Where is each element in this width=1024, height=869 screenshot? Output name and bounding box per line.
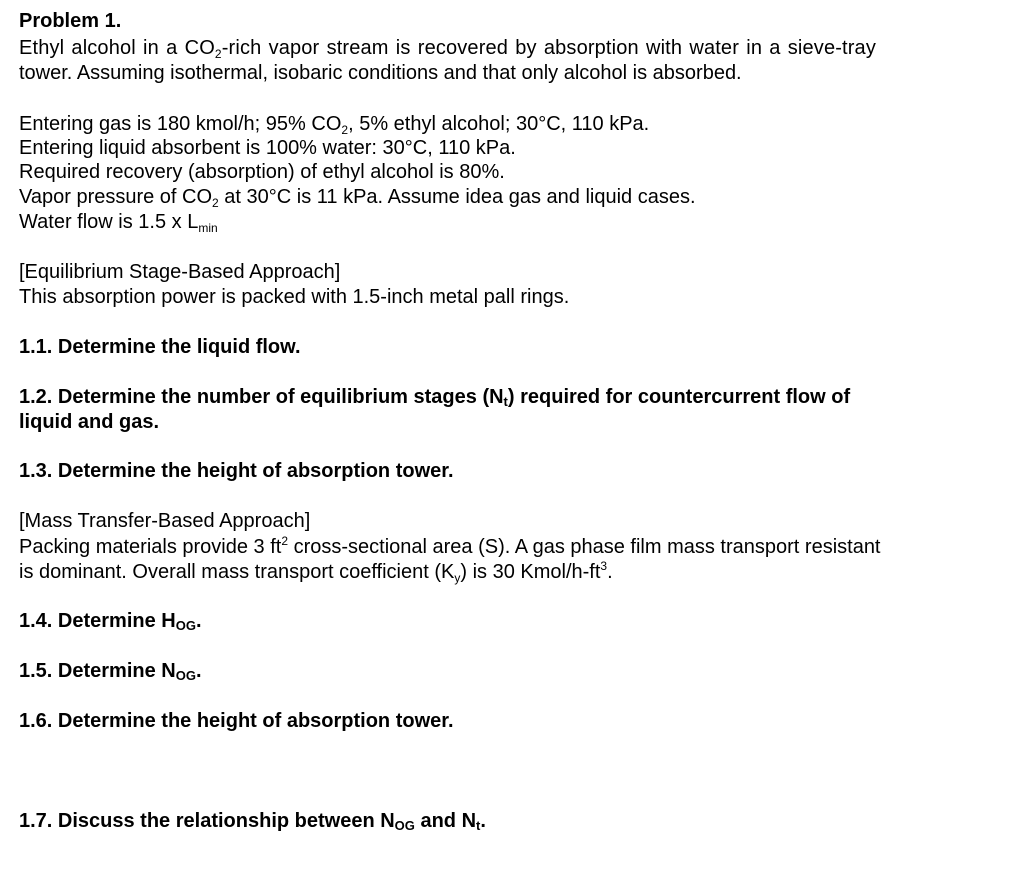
question-1-3: 1.3. Determine the height of absorption tower.: [19, 460, 454, 482]
condition-entering-gas: Entering gas is 180 kmol/h; 95% $CO_2$, 5% ethyl alcohol; 30°C, 110 kPa.: [19, 113, 650, 137]
question-1-7: 1.7. Discuss the relationship between NOG and Nt.: [19, 810, 486, 833]
condition-entering-liquid: Entering liquid absorbent is 100% water: 30°C, 110 kPa.: [19, 137, 516, 159]
question-1-1: 1.1. Determine the liquid flow.: [19, 336, 301, 358]
question-1-4: 1.4. Determine HOG.: [19, 610, 202, 633]
intro-line-1: Ethyl alcohol in a $CO_2$-rich vapor stream is recovered by absorption with water in a sieve-tray: [19, 37, 876, 61]
problem-document: [19, 0, 1009, 869]
mass-approach-heading: [Mass Transfer-Based Approach]: [19, 510, 311, 532]
question-1-5: 1.5. Determine NOG.: [19, 660, 202, 683]
question-1-2-line-2: liquid and gas.: [19, 411, 160, 433]
mass-approach-line-2: is dominant. Overall mass transport coefficient $(K_y)$ is 30 Kmol/$h-ft^3$.: [19, 559, 613, 585]
problem-title: Problem 1.: [19, 10, 122, 32]
stage-approach-text: This absorption power is packed with 1.5-inch metal pall rings.: [19, 286, 570, 308]
stage-approach-heading: [Equilibrium Stage-Based Approach]: [19, 261, 341, 283]
condition-vapor-pressure: Vapor pressure of $CO_2$ at 30°C is 11 kPa. Assume idea gas and liquid cases.: [19, 186, 696, 210]
question-1-6: 1.6. Determine the height of absorption tower.: [19, 710, 454, 732]
intro-line-2: tower. Assuming isothermal, isobaric conditions and that only alcohol is absorbed.: [19, 62, 742, 84]
question-1-2-line-1: 1.2. Determine the number of equilibrium stages (Nt) required for countercurrent flow of: [19, 386, 851, 409]
condition-required-recovery: Required recovery (absorption) of ethyl alcohol is 80%.: [19, 161, 505, 183]
mass-approach-line-1: Packing materials provide 3 $ft^2$ cross-sectional area (S). A gas phase film mass transport resistant: [19, 534, 881, 558]
condition-water-flow: Water flow is 1.5 x $L_{min}$: [19, 211, 218, 235]
